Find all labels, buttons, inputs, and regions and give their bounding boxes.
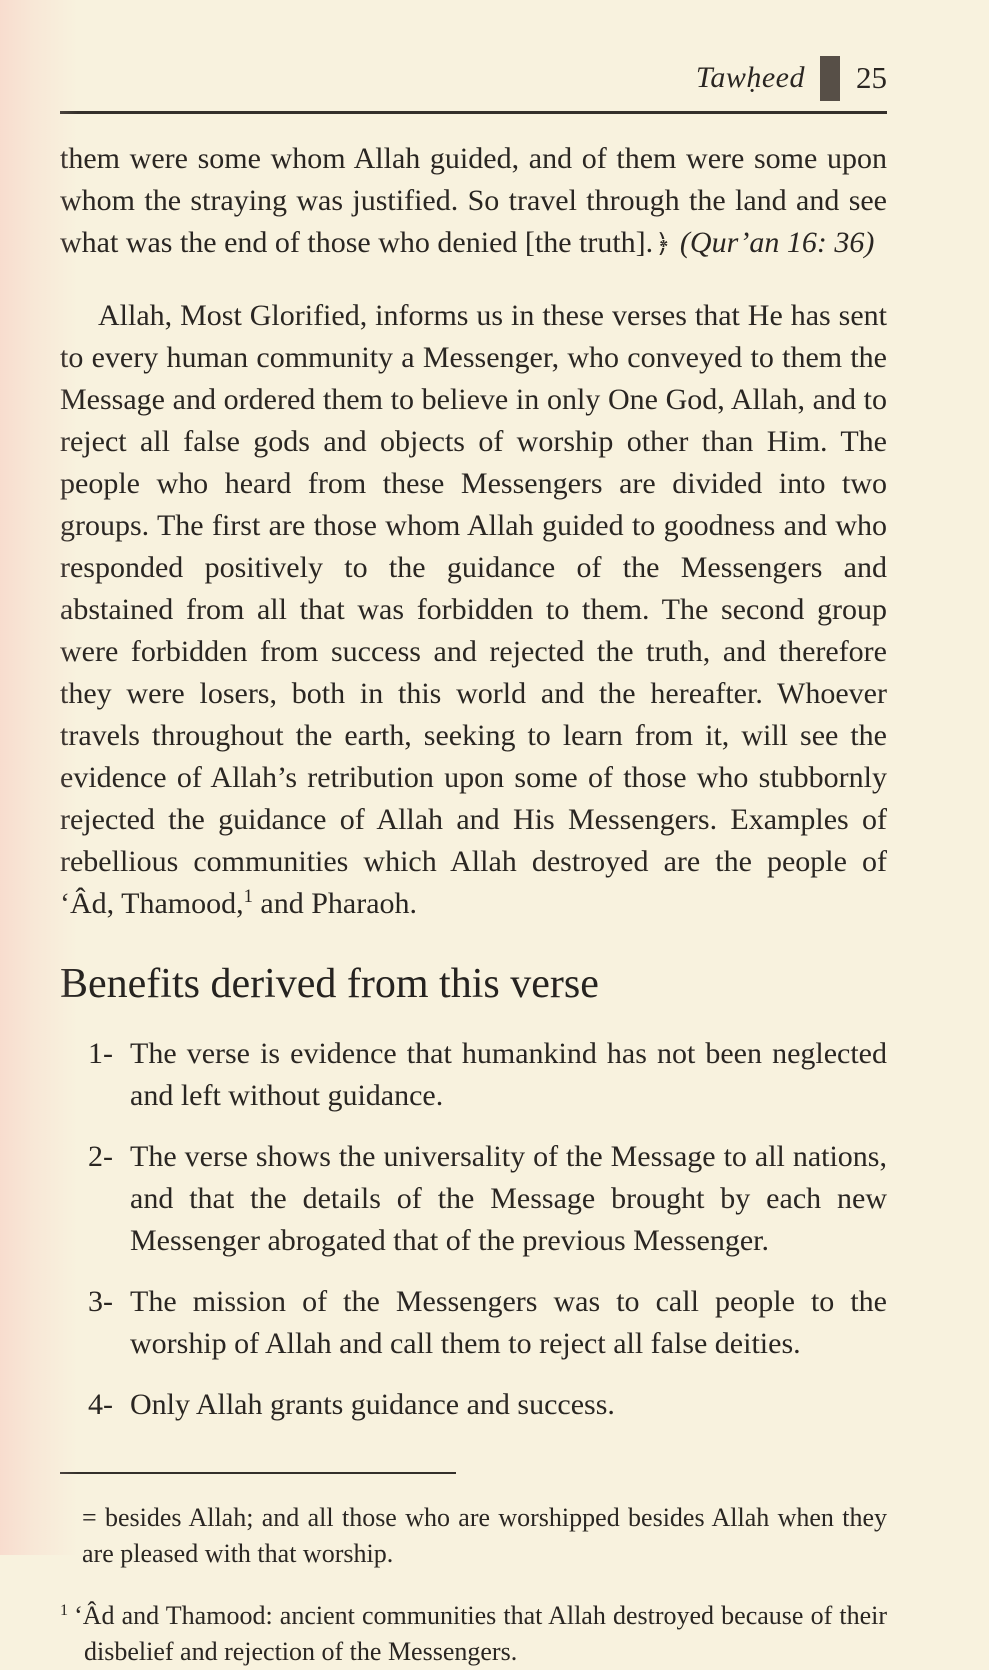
end-of-ayah-ornament-icon: ﴿ <box>655 229 671 258</box>
verse-reference: (Qur’an 16: 36) <box>679 226 875 259</box>
verse-text: them were some whom Allah guided, and of them were some upon whom the straying was justified. So travel through the land and see what was the end of those who denied [the truth]. <box>60 142 887 259</box>
footnote-reference-superscript: 1 <box>243 886 253 907</box>
list-item-text: Only Allah grants guidance and success. <box>130 1388 615 1422</box>
footnote-text: ‘Âd and Thamood: ancient communities that Allah destroyed because of their disbelief and rejection of the Messengers. <box>74 1601 887 1667</box>
footnotes-section <box>60 1500 887 1670</box>
footnote-continuation: = besides Allah; and all those who are worshipped besides Allah when they are pleased with that worship. <box>82 1503 887 1569</box>
list-item <box>60 1136 887 1262</box>
list-item-number: 2- <box>88 1140 113 1174</box>
header-rule <box>60 111 887 114</box>
list-item-number: 3- <box>88 1285 113 1319</box>
footnote-separator <box>60 1472 456 1474</box>
section-heading: Benefits derived from this verse <box>60 961 599 1007</box>
list-item-text: The verse shows the universality of the Message to all nations, and that the details of the Message brought by each new Messenger abrogated that of the previous Messenger. <box>130 1140 887 1258</box>
body-paragraph-part1: Allah, Most Glorified, informs us in these verses that He has sent to every human community a Messenger, who conveyed to them the Message and ordered them to believe in only One God, Allah, and to reject all false gods and objects of worship other than Him. The people who heard from these Messengers are divided into two groups. The first are those whom Allah guided to goodness and who responded positively to the guidance of the Messengers and abstained from all that was forbidden to them. The second group were forbidden from success and rejected the truth, and therefore they were losers, both in this world and the hereafter. Whoever travels throughout the earth, seeking to learn from it, will see the evidence of Allah’s retribution upon some of those who stubbornly rejected the guidance of Allah and His Messengers. Examples of rebellious communities which Allah destroyed are the people of ‘Âd, Thamood, <box>60 299 887 920</box>
list-item <box>60 1384 887 1426</box>
verse-paragraph <box>60 138 887 265</box>
page-number: 25 <box>856 60 887 95</box>
header-ornament-box <box>820 56 840 101</box>
list-item <box>60 1033 887 1117</box>
list-item-number: 1- <box>88 1037 113 1071</box>
list-item-text: The verse is evidence that humankind has not been neglected and left without guidance. <box>130 1037 887 1113</box>
footnote-item <box>60 1598 887 1670</box>
list-item-text: The mission of the Messengers was to call people to the worship of Allah and call them to reject all false deities. <box>130 1285 887 1361</box>
footnote-marker: 1 <box>60 1601 69 1619</box>
body-paragraph-part2: and Pharaoh. <box>252 887 418 920</box>
page-header <box>60 54 887 102</box>
running-head-title: Tawḥeed <box>695 61 805 94</box>
body-paragraph <box>60 295 887 925</box>
list-item-number: 4- <box>88 1388 113 1422</box>
benefits-list <box>60 1033 887 1426</box>
list-item <box>60 1281 887 1365</box>
